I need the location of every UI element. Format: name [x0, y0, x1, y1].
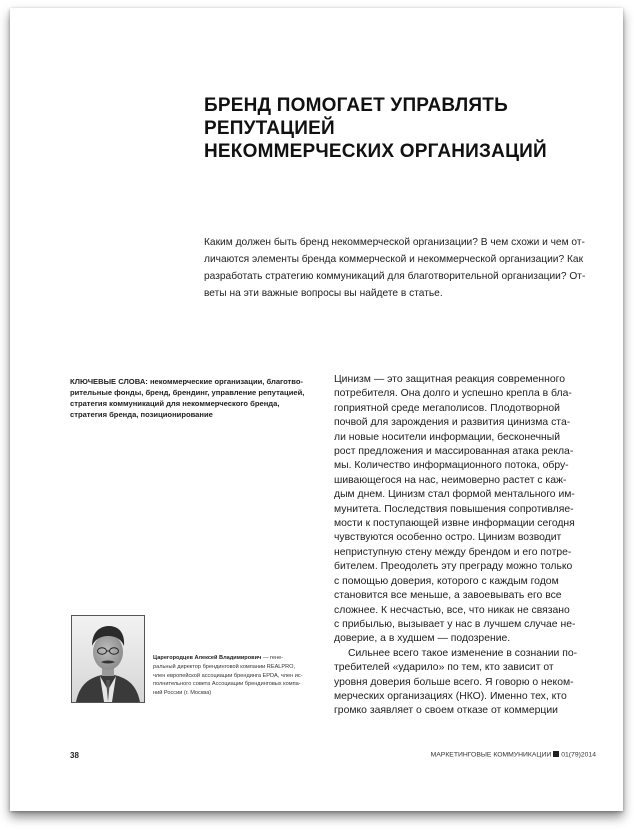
journal-name: МАРКЕТИНГОВЫЕ КОММУНИКАЦИИ — [430, 751, 552, 759]
lead-line: Каким должен быть бренд некоммерческой организации? В чем схожи и чем от- — [204, 237, 585, 248]
keywords-line: стратегия коммуникаций для некоммерческого бренда, — [70, 399, 280, 408]
page-number: 38 — [70, 751, 79, 760]
author-bio — [153, 654, 323, 698]
author-photo — [71, 615, 145, 703]
keywords-block — [70, 376, 324, 420]
lead-line: разработать стратегию коммуникаций для благотворительной организации? От- — [204, 271, 586, 282]
body-line: громко заявляет о своем отказе от коммерции — [334, 705, 558, 717]
journal-issue: 01(79)2014 — [561, 751, 596, 759]
body-line: гоприятной среде мегаполисов. Плодотворной — [334, 402, 560, 414]
lead-line: личаются элементы бренда коммерческой и некоммерческой организации? Как — [204, 254, 584, 265]
body-line: становится все меньше, а завоевывать его все — [334, 590, 562, 602]
square-bullet-icon — [553, 751, 559, 757]
body-line: с прибылью, вызывает у нас в лучшем случае не- — [334, 618, 576, 630]
title-line: НЕКОММЕРЧЕСКИХ ОРГАНИЗАЦИЙ — [204, 141, 547, 162]
body-line: требителей «ударило» по тем, кто зависит от — [334, 662, 554, 674]
article-title — [204, 94, 584, 163]
body-line: Цинизм — это защитная реакция современного — [334, 374, 566, 385]
body-line: мы. Количество информационного потока, обру- — [334, 460, 569, 472]
body-line: дым днем. Цинизм стал формой ментального им- — [334, 489, 575, 501]
article-lead — [204, 234, 590, 302]
bio-line: член европейской ассоциации брендинга EPDA, член ис- — [153, 672, 303, 679]
body-line: ли новые носители информации, бесконечный — [334, 431, 561, 443]
body-line: Сильнее всего такое изменение в сознании по- — [348, 647, 578, 659]
bio-line: ний России (г. Москва) — [153, 690, 212, 697]
body-line: уровня доверия больше всего. Я говорю о неком- — [334, 676, 574, 688]
body-line: мунитета. Последствия повышения сопротивляе- — [334, 503, 574, 515]
body-line: доверие, а в худшем — подозрение. — [334, 633, 511, 645]
keywords-line: КЛЮЧЕВЫЕ СЛОВА: некоммерческие организации, благотво- — [70, 377, 304, 386]
body-line: с помощью доверия, которого с каждым годом — [334, 575, 559, 587]
body-line: мости к поступающей извне информации сегодня — [334, 518, 575, 530]
article-body — [334, 373, 596, 719]
keywords-line: стратегия бренда, позиционирование — [70, 410, 213, 419]
keywords-line: рительные фонды, бренд, брендинг, управление репутацией, — [70, 388, 305, 397]
bio-line: ральный директор брендинговой компании REALPRO, — [153, 663, 296, 670]
bio-line — [153, 654, 323, 663]
body-line: рост предложения и массированная атака рекла- — [334, 446, 574, 458]
bio-line: полнительного совета Ассоциации брендинговых компа- — [153, 681, 301, 688]
body-line: потребителя. Она долго и успешно крепла в бла- — [334, 388, 572, 400]
title-line: БРЕНД ПОМОГАЕТ УПРАВЛЯТЬ РЕПУТАЦИЕЙ — [204, 95, 508, 139]
journal-footer — [431, 751, 596, 759]
author-portrait-image — [72, 616, 144, 702]
body-line: сложнее. К несчастью, все, что никак не связано — [334, 604, 570, 616]
bio-text: — гене- — [261, 655, 284, 661]
body-line: бителем. Преодолеть эту преграду можно только — [334, 561, 573, 573]
body-line: неприступную стену между брендом и его потре- — [334, 546, 572, 558]
body-line: чувствуются особенно остро. Цинизм возводит — [334, 532, 562, 544]
lead-line: веты на эти важные вопросы вы найдете в статье. — [204, 288, 443, 299]
body-line: почвой для зарождения и развития цинизма ста- — [334, 417, 571, 429]
body-line: мерческих организациях (НКО). Именно тех, кто — [334, 690, 567, 702]
author-name: Царегородцев Алексей Владимирович — [153, 655, 262, 661]
body-line: шивающегося на нас, неимоверно растет с каж- — [334, 474, 567, 486]
